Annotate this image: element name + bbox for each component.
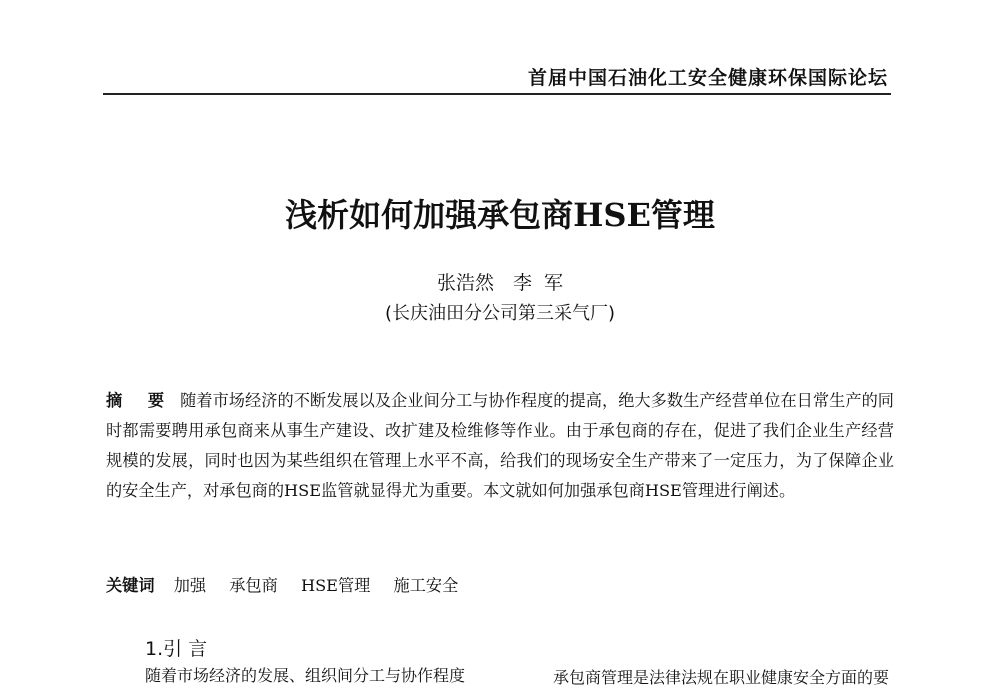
keyword-item: HSE管理 — [300, 576, 371, 595]
keywords-label: 关键词 — [106, 576, 155, 595]
abstract — [106, 386, 894, 506]
keyword-item: 加强 — [173, 576, 207, 595]
keyword-item: 承包商 — [229, 576, 278, 595]
keywords — [106, 572, 476, 596]
body-right-column: 承包商管理是法律法规在职业健康安全方面的要 — [553, 668, 890, 687]
header-rule — [103, 93, 891, 95]
paper-title: 浅析如何加强承包商HSE管理 — [285, 196, 715, 234]
paper-authors: 张浩然 李 军 — [436, 272, 564, 294]
abstract-text: 随着市场经济的不断发展以及企业间分工与协作程度的提高，绝大多数生产经营单位在日常生产的同时都需要聘用承包商来从事生产建设、改扩建及检维修等作业。由于承包商的存在，促进了我们企业生产经营规模的发展，同时也因为某些组织在管理上水平不高，给我们的现场安全生产带来了一定压力，为了保障企业的安全生产，对承包商的HSE监管就显得尤为重要。本文就如何加强承包商HSE管理进行阐述。 — [106, 391, 894, 500]
abstract-label: 摘 要 — [106, 391, 175, 410]
running-header: 首届中国石油化工安全健康环保国际论坛 — [527, 67, 888, 89]
paper-affiliation: (长庆油田分公司第三采气厂) — [384, 303, 616, 324]
section-heading: 1.引 言 — [145, 638, 208, 660]
keyword-item: 施工安全 — [393, 576, 459, 595]
body-left-column: 随着市场经济的发展、组织间分工与协作程度 — [145, 666, 466, 685]
